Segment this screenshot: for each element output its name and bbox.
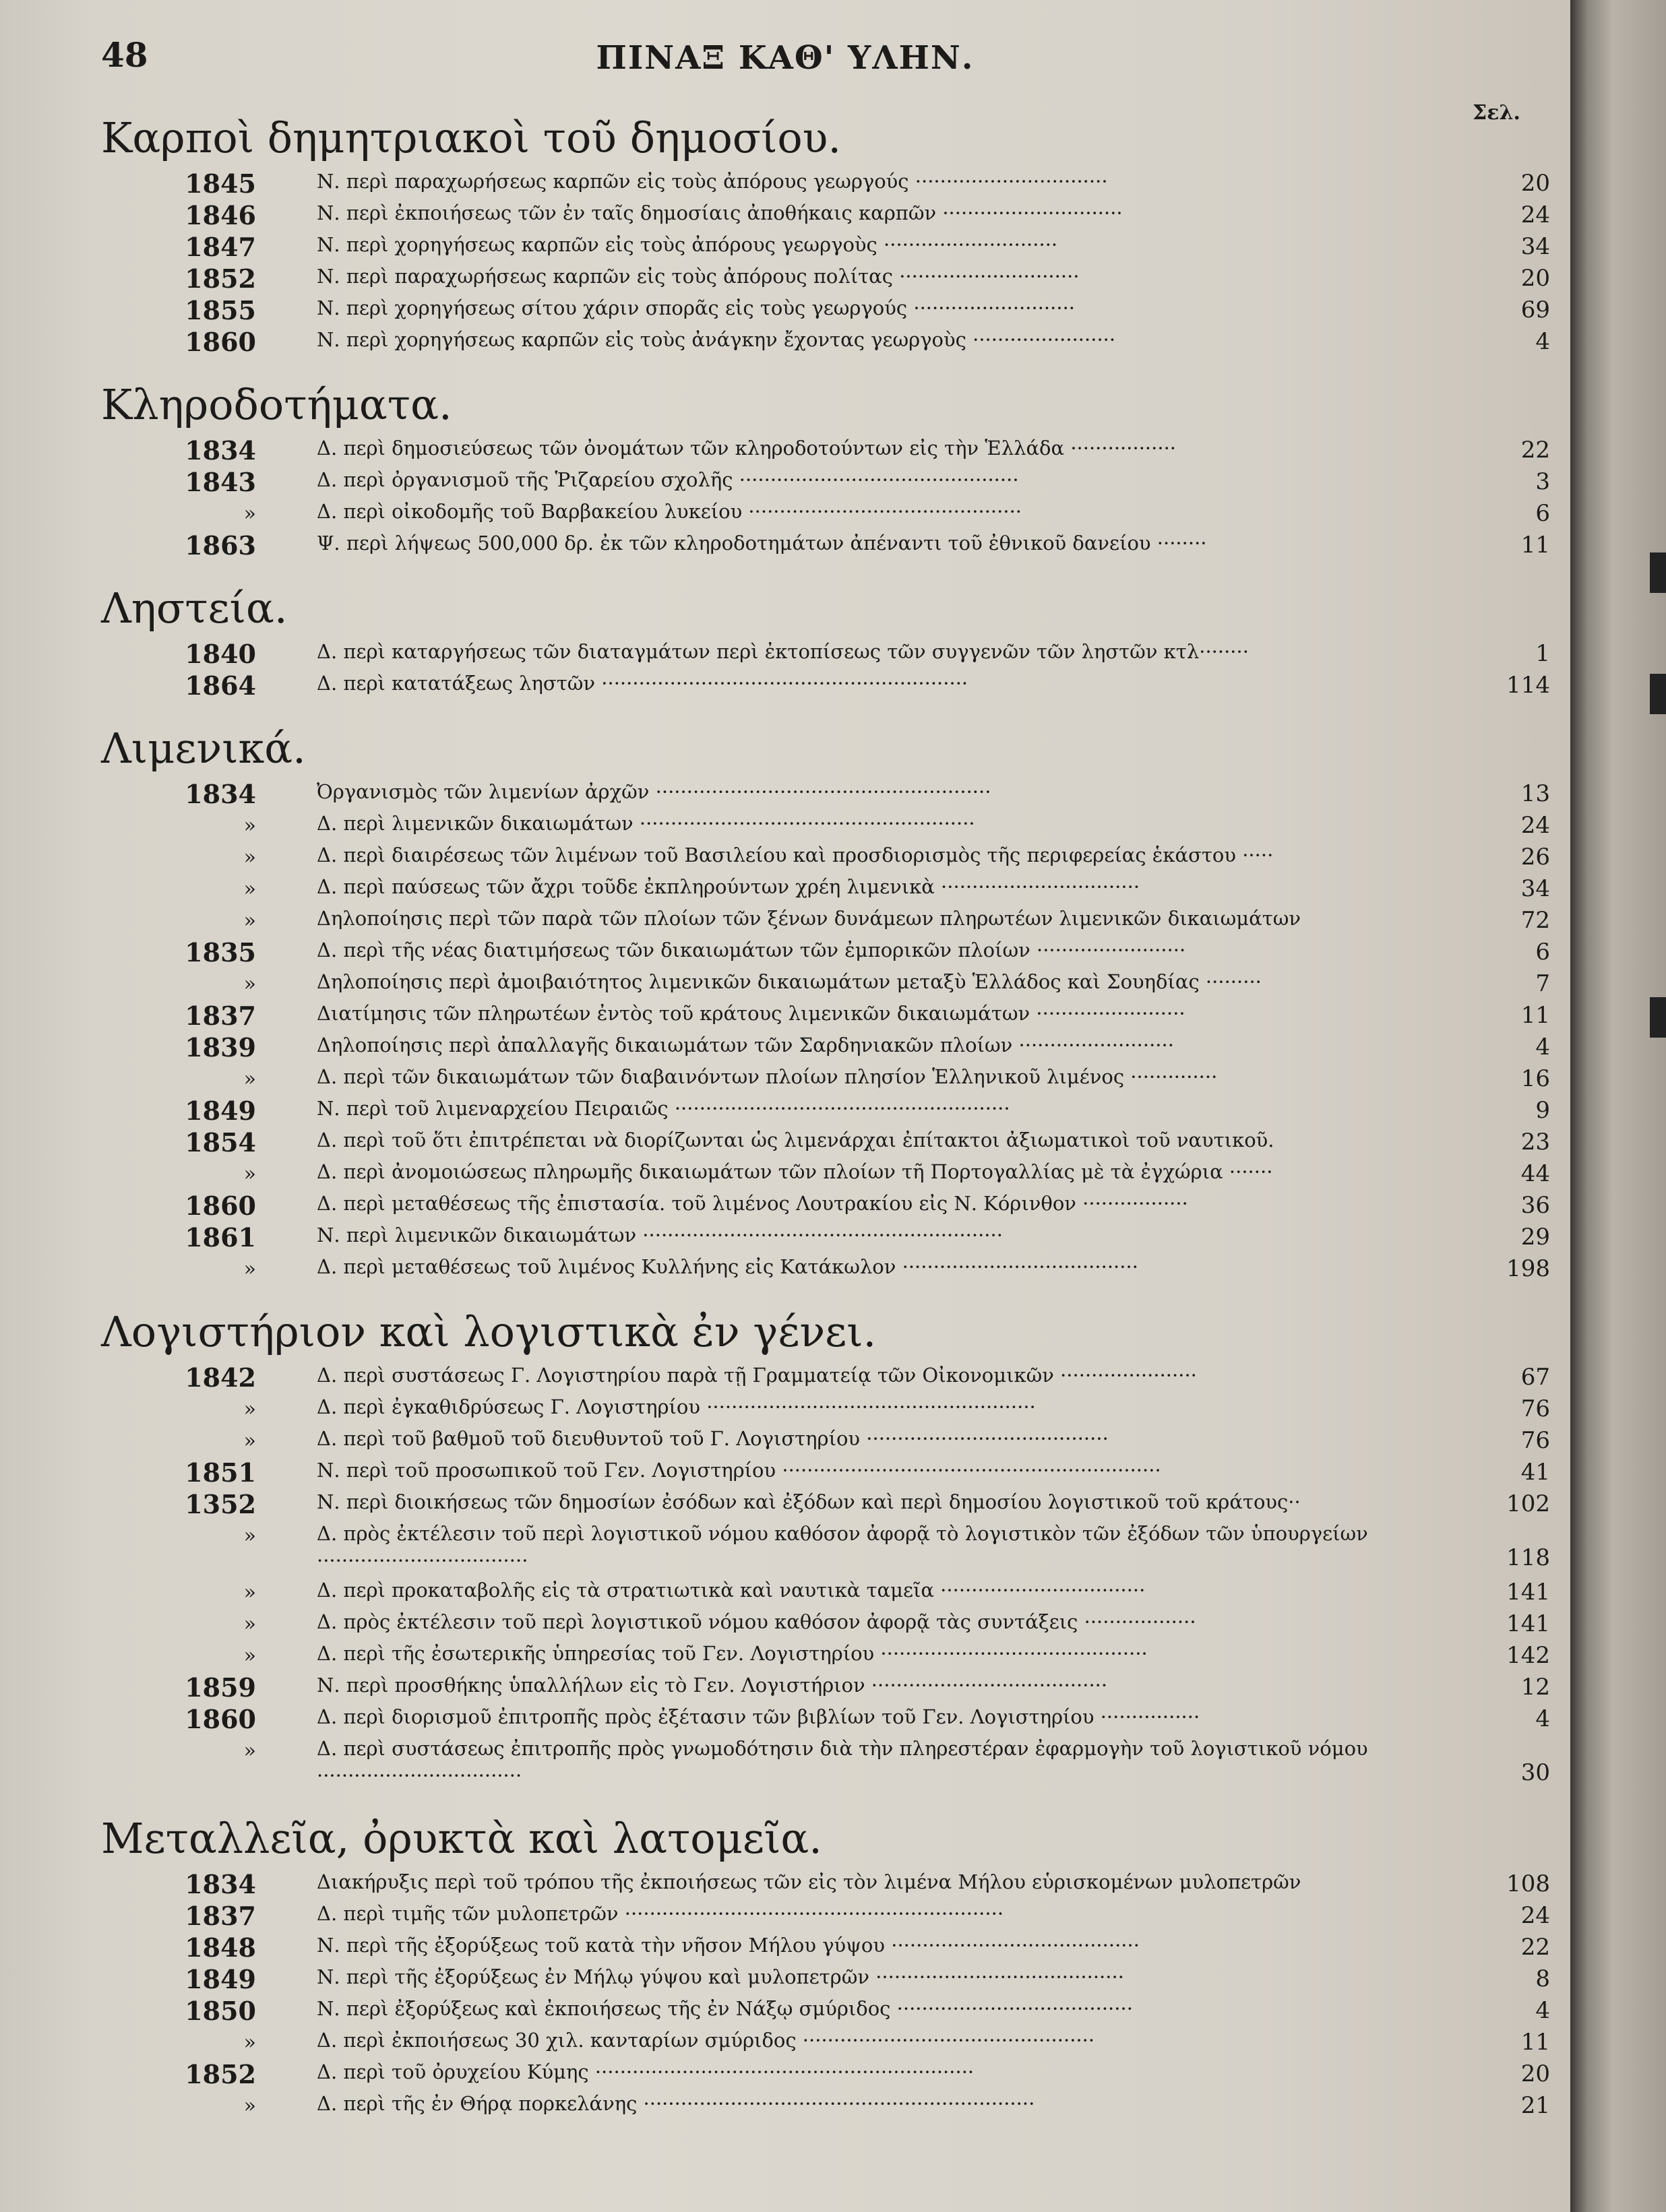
index-entry: [101, 1672, 1550, 1703]
entry-year: 1837: [185, 1001, 256, 1031]
section-heading: Λογιστήριον καὶ λογιστικὰ ἐν γένει.: [101, 1307, 877, 1356]
entry-page-number: 12: [1520, 1674, 1550, 1701]
section-heading: Καρποὶ δημητριακοὶ τοῦ δημοσίου.: [101, 113, 842, 162]
entry-year: »: [243, 1429, 256, 1453]
index-entry: [101, 1000, 1550, 1032]
entry-page-number: 141: [1506, 1610, 1550, 1637]
entry-page-number: 118: [1506, 1544, 1550, 1571]
index-entry: [101, 1868, 1550, 1900]
section-heading: Ληστεία.: [101, 583, 288, 633]
entry-page-number: 67: [1520, 1364, 1550, 1391]
entry-description: Ν. περὶ λιμενικῶν δικαιωμάτων ··························································: [317, 1224, 1003, 1246]
index-entry: [101, 1457, 1550, 1488]
index-entry: [101, 1735, 1550, 1792]
entry-page-number: 114: [1506, 672, 1550, 699]
entry-year: »: [243, 1612, 256, 1636]
running-head: ΠΙΝΑΞ ΚΑΘ' ΥΛΗΝ.: [596, 39, 975, 77]
entry-page-number: 142: [1506, 1642, 1550, 1669]
entry-description: Δ. περὶ μεταθέσεως τοῦ λιμένος Κυλλήνης εἰς Κατάκωλον ······································: [317, 1255, 1138, 1278]
entry-year: »: [243, 814, 256, 838]
index-entry: [101, 231, 1550, 263]
entry-page-number: 13: [1520, 780, 1550, 807]
entry-description: Ν. περὶ παραχωρήσεως καρπῶν εἰς τοὺς ἀπόρους πολίτας ·····························: [317, 265, 1080, 288]
entry-year: 1352: [185, 1489, 256, 1519]
entry-year: 1843: [185, 467, 256, 497]
entry-description: Δ. περὶ κατατάξεως ληστῶν ···························································: [317, 672, 968, 695]
page-column-heading: Σελ.: [1473, 101, 1520, 125]
entry-year: »: [243, 846, 256, 869]
entry-year: 1846: [185, 200, 256, 230]
entry-description: Ν. περὶ ἐκποιήσεως τῶν ἐν ταῖς δημοσίαις ἀποθήκαις καρπῶν ·····························: [317, 201, 1123, 224]
entry-page-number: 76: [1520, 1395, 1550, 1422]
entry-page-number: 6: [1535, 939, 1550, 966]
entry-page-number: 6: [1535, 500, 1550, 527]
entry-page-number: 11: [1520, 1002, 1550, 1029]
entry-year: 1834: [185, 1869, 256, 1899]
entry-year: 1861: [185, 1222, 256, 1253]
entry-year: »: [243, 1162, 256, 1186]
index-entry: [101, 199, 1550, 231]
entry-year: 1860: [185, 327, 256, 357]
index-entry: [101, 1253, 1550, 1285]
entry-description: Δ. περὶ τῆς ἐν Θήρᾳ πορκελάνης ·······························································: [317, 2092, 1035, 2115]
index-entry: [101, 1488, 1550, 1520]
entry-description: Ψ. περὶ λήψεως 500,000 δρ. ἐκ τῶν κληροδοτημάτων ἀπέναντι τοῦ ἐθνικοῦ δανείου ········: [317, 532, 1207, 555]
entry-description: Διατίμησις τῶν πληρωτέων ἐντὸς τοῦ κράτους λιμενικῶν δικαιωμάτων ························: [317, 1002, 1185, 1025]
entry-page-number: 4: [1535, 328, 1550, 355]
entry-page-number: 36: [1520, 1192, 1550, 1219]
entry-year: 1848: [185, 1932, 256, 1963]
index-entry: [101, 1520, 1550, 1577]
adjacent-page-mark: [1650, 674, 1666, 714]
index-entry: [101, 294, 1550, 326]
entry-year: »: [243, 877, 256, 901]
entry-year: »: [243, 972, 256, 996]
index-entry: [101, 1608, 1550, 1640]
entry-page-number: 34: [1520, 875, 1550, 902]
entry-year: 1852: [185, 263, 256, 294]
index-entry: [101, 1932, 1550, 1963]
entry-page-number: 69: [1520, 296, 1550, 323]
entry-page-number: 76: [1520, 1427, 1550, 1454]
entry-description: Δ. περὶ τοῦ βαθμοῦ τοῦ διευθυντοῦ τοῦ Γ. Λογιστηρίου ·······································: [317, 1427, 1109, 1450]
entry-year: 1854: [185, 1127, 256, 1158]
entry-year: 1840: [185, 639, 256, 669]
entry-page-number: 21: [1520, 2092, 1550, 2119]
index-entry: [101, 168, 1550, 199]
entry-year: 1863: [185, 530, 256, 561]
entry-page-number: 72: [1520, 907, 1550, 934]
index-entry: [101, 498, 1550, 530]
entry-year: 1835: [185, 937, 256, 968]
entry-year: 1849: [185, 1096, 256, 1126]
section-heading: Λιμενικά.: [101, 724, 306, 773]
entry-page-number: 24: [1520, 201, 1550, 228]
entry-page-number: 23: [1520, 1129, 1550, 1156]
index-entry: [101, 435, 1550, 466]
index-entry: [101, 1032, 1550, 1063]
entry-description: Δ. περὶ συστάσεως ἐπιτροπῆς πρὸς γνωμοδότησιν διὰ τὴν πληρεστέραν ἐφαρμογὴν τοῦ λογιστικοῦ νόμου ·································: [317, 1737, 1368, 1787]
index-entry: [101, 1222, 1550, 1253]
index-entry: [101, 1995, 1550, 2027]
entry-description: Δ. περὶ οἰκοδομῆς τοῦ Βαρβακείου λυκείου ············································: [317, 500, 1022, 523]
entry-page-number: 22: [1520, 437, 1550, 464]
index-entry: [101, 1900, 1550, 1932]
entry-description: Δ. περὶ τῆς νέας διατιμήσεως τῶν δικαιωμάτων τῶν ἐμπορικῶν πλοίων ························: [317, 939, 1186, 961]
entry-year: 1849: [185, 1964, 256, 1994]
entry-description: Δηλοποίησις περὶ ἀπαλλαγῆς δικαιωμάτων τῶν Σαρδηνιακῶν πλοίων ·························: [317, 1034, 1174, 1056]
entry-description: Δ. περὶ ὀργανισμοῦ τῆς Ῥιζαρείου σχολῆς ·············································: [317, 468, 1019, 491]
entry-year: »: [243, 1397, 256, 1421]
entry-year: 1837: [185, 1901, 256, 1931]
entry-page-number: 4: [1535, 1034, 1550, 1061]
section-heading: Κληροδοτήματα.: [101, 380, 452, 429]
book-spine: [1570, 0, 1666, 2212]
entry-year: »: [243, 2031, 256, 2054]
entry-page-number: 44: [1520, 1160, 1550, 1187]
entry-description: Δ. περὶ διαιρέσεως τῶν λιμένων τοῦ Βασιλείου καὶ προσδιορισμὸς τῆς περιφερείας ἑκάστου ·····: [317, 844, 1274, 866]
index-entry: [101, 638, 1550, 670]
entry-year: 1845: [185, 168, 256, 199]
entry-year: 1860: [185, 1704, 256, 1734]
entry-page-number: 7: [1535, 970, 1550, 997]
entry-page-number: 26: [1520, 844, 1550, 871]
entry-page-number: 34: [1520, 233, 1550, 260]
entry-page-number: 102: [1506, 1490, 1550, 1517]
entry-year: »: [243, 2094, 256, 2118]
entry-description: Ν. περὶ διοικήσεως τῶν δημοσίων ἐσόδων καὶ ἐξόδων καὶ περὶ δημοσίου λογιστικοῦ τοῦ κράτους··: [317, 1490, 1301, 1513]
entry-description: Δ. περὶ τῆς ἐσωτερικῆς ὑπηρεσίας τοῦ Γεν. Λογιστηρίου ···········································: [317, 1642, 1148, 1665]
entry-year: 1834: [185, 779, 256, 809]
entry-year: 1850: [185, 1996, 256, 2026]
entry-page-number: 41: [1520, 1459, 1550, 1486]
entry-year: 1842: [185, 1362, 256, 1393]
index-entry: [101, 1095, 1550, 1127]
entry-year: »: [243, 1524, 256, 1548]
index-entry: [101, 842, 1550, 873]
index-entry: [101, 2058, 1550, 2090]
entry-page-number: 3: [1535, 468, 1550, 495]
entry-description: Δ. περὶ ἐγκαθιδρύσεως Γ. Λογιστηρίου ·····················································: [317, 1395, 1036, 1418]
entry-page-number: 29: [1520, 1224, 1550, 1251]
index-entry: [101, 1158, 1550, 1190]
entry-description: Δ. περὶ μεταθέσεως τῆς ἐπιστασία. τοῦ λιμένος Λουτρακίου εἰς Ν. Κόρινθον ·················: [317, 1192, 1188, 1215]
index-entry: [101, 1190, 1550, 1222]
entry-year: »: [243, 909, 256, 933]
entry-page-number: 20: [1520, 2060, 1550, 2087]
entry-description: Δ. περὶ τοῦ ὀρυχείου Κύμης ·····························································: [317, 2060, 975, 2083]
entry-year: 1839: [185, 1032, 256, 1063]
index-entry: [101, 263, 1550, 294]
index-entry: [101, 530, 1550, 561]
entry-description: Δ. περὶ διορισμοῦ ἐπιτροπῆς πρὸς ἐξέτασιν τῶν βιβλίων τοῦ Γεν. Λογιστηρίου ················: [317, 1705, 1200, 1728]
entry-page-number: 141: [1506, 1579, 1550, 1606]
entry-description: Δηλοποίησις περὶ τῶν παρὰ τῶν πλοίων τῶν ξένων δυνάμεων πληρωτέων λιμενικῶν δικαιωμάτων: [317, 907, 1301, 930]
entry-description: Ν. περὶ προσθήκης ὑπαλλήλων εἰς τὸ Γεν. Λογιστήριον ······································: [317, 1674, 1108, 1697]
entry-page-number: 11: [1520, 2029, 1550, 2056]
entry-page-number: 30: [1520, 1759, 1550, 1786]
entry-description: Ὀργανισμὸς τῶν λιμενίων ἀρχῶν ······················································: [317, 780, 991, 803]
entry-description: Ν. περὶ παραχωρήσεως καρπῶν εἰς τοὺς ἀπόρους γεωργούς ·······························: [317, 170, 1108, 193]
index-entry: [101, 1425, 1550, 1457]
index-entry: [101, 1063, 1550, 1095]
entry-year: 1859: [185, 1672, 256, 1703]
entry-description: Δηλοποίησις περὶ ἀμοιβαιότητος λιμενικῶν δικαιωμάτων μεταξὺ Ἑλλάδος καὶ Σουηδίας ·········: [317, 970, 1262, 993]
index-entry: [101, 2027, 1550, 2058]
entry-description: Δ. περὶ ἀνομοιώσεως πληρωμῆς δικαιωμάτων τῶν πλοίων τῆ Πορτογαλλίας μὲ τὰ ἐγχώρια ·······: [317, 1160, 1273, 1183]
index-entry: [101, 1362, 1550, 1393]
entry-page-number: 4: [1535, 1705, 1550, 1732]
index-entry: [101, 937, 1550, 968]
index-entry: [101, 466, 1550, 498]
index-entry: [101, 905, 1550, 937]
entry-description: Ν. περὶ χορηγήσεως καρπῶν εἰς τοὺς ἀπόρους γεωργοὺς ····························: [317, 233, 1058, 256]
entry-page-number: 198: [1506, 1255, 1550, 1282]
index-entry: [101, 1127, 1550, 1158]
entry-year: »: [243, 1257, 256, 1281]
entry-description: Δ. περὶ τοῦ ὅτι ἐπιτρέπεται νὰ διορίζωνται ὡς λιμενάρχαι ἐπίτακτοι ἀξιωματικοὶ τοῦ ναυτικοῦ.: [317, 1129, 1274, 1151]
entry-description: Δ. περὶ προκαταβολῆς εἰς τὰ στρατιωτικὰ καὶ ναυτικὰ ταμεῖα ·································: [317, 1579, 1146, 1602]
entry-description: Δ. πρὸς ἐκτέλεσιν τοῦ περὶ λογιστικοῦ νόμου καθόσον ἀφορᾷ τὰς συντάξεις ··················: [317, 1610, 1196, 1633]
entry-description: Ν. περὶ τῆς ἐξορύξεως τοῦ κατὰ τὴν νῆσον Μήλου γύψου ········································: [317, 1934, 1140, 1957]
index-entry: [101, 873, 1550, 905]
index-entry: [101, 326, 1550, 358]
entry-description: Δ. περὶ τῶν δικαιωμάτων τῶν διαβαινόντων πλοίων πλησίον Ἑλληνικοῦ λιμένος ··············: [317, 1065, 1218, 1088]
entry-year: 1852: [185, 2059, 256, 2089]
entry-page-number: 24: [1520, 1902, 1550, 1929]
entry-description: Δ. περὶ τιμῆς τῶν μυλοπετρῶν ·····························································: [317, 1902, 1004, 1925]
entry-description: Δ. περὶ ἐκποιήσεως 30 χιλ. κανταρίων σμύριδος ···············································: [317, 2029, 1095, 2052]
index-entry: [101, 1577, 1550, 1608]
entry-page-number: 1: [1535, 640, 1550, 667]
entry-year: 1860: [185, 1191, 256, 1221]
entry-description: Δ. περὶ συστάσεως Γ. Λογιστηρίου παρὰ τῇ Γραμματείᾳ τῶν Οἰκονομικῶν ······················: [317, 1364, 1197, 1387]
entry-year: »: [243, 1581, 256, 1604]
entry-description: Ν. περὶ χορηγήσεως καρπῶν εἰς τοὺς ἀνάγκην ἔχοντας γεωργοὺς ·······················: [317, 328, 1116, 351]
entry-year: 1855: [185, 295, 256, 325]
entry-page-number: 22: [1520, 1934, 1550, 1961]
entry-year: »: [243, 1067, 256, 1091]
entry-year: 1851: [185, 1457, 256, 1488]
index-entry: [101, 2090, 1550, 2122]
entry-year: »: [243, 1739, 256, 1763]
entry-page-number: 24: [1520, 812, 1550, 839]
adjacent-page-mark: [1650, 552, 1666, 593]
index-entry: [101, 670, 1550, 701]
index-entry: [101, 1393, 1550, 1425]
entry-description: Διακήρυξις περὶ τοῦ τρόπου τῆς ἐκποιήσεως τῶν εἰς τὸν λιμένα Μήλου εὑρισκομένων μυλοπετρῶν: [317, 1870, 1301, 1893]
entry-page-number: 9: [1535, 1097, 1550, 1124]
index-entry: [101, 1963, 1550, 1995]
index-entry: [101, 1640, 1550, 1672]
entry-description: Δ. περὶ δημοσιεύσεως τῶν ὀνομάτων τῶν κληροδοτούντων εἰς τὴν Ἑλλάδα ·················: [317, 437, 1177, 460]
entry-page-number: 108: [1506, 1870, 1550, 1897]
index-entry: [101, 810, 1550, 842]
index-entry: [101, 968, 1550, 1000]
entry-description: Ν. περὶ τῆς ἐξορύξεως ἐν Μήλῳ γύψου καὶ μυλοπετρῶν ········································: [317, 1965, 1124, 1988]
entry-description: Ν. περὶ τοῦ προσωπικοῦ τοῦ Γεν. Λογιστηρίου ·····························································: [317, 1459, 1161, 1482]
index-entry: [101, 778, 1550, 810]
entry-page-number: 11: [1520, 532, 1550, 559]
entry-description: Ν. περὶ τοῦ λιμεναρχείου Πειραιῶς ······················································: [317, 1097, 1010, 1120]
entry-description: Ν. περὶ χορηγήσεως σίτου χάριν σπορᾶς εἰς τοὺς γεωργούς ··························: [317, 296, 1076, 319]
entry-description: Δ. πρὸς ἐκτέλεσιν τοῦ περὶ λογιστικοῦ νόμου καθόσον ἀφορᾷ τὸ λογιστικὸν τῶν ἐξόδων τῶν ὑπουργείων ··································: [317, 1522, 1368, 1572]
entry-page-number: 8: [1535, 1965, 1550, 1992]
entry-year: 1834: [185, 435, 256, 466]
entry-page-number: 16: [1520, 1065, 1550, 1092]
entry-year: »: [243, 1644, 256, 1668]
page-number: 48: [101, 35, 148, 75]
index-entry: [101, 1703, 1550, 1735]
entry-description: Δ. περὶ καταργήσεως τῶν διαταγμάτων περὶ ἐκτοπίσεως τῶν συγγενῶν τῶν ληστῶν κτλ········: [317, 640, 1249, 663]
entry-description: Ν. περὶ ἐξορύξεως καὶ ἐκποιήσεως τῆς ἐν Νάξῳ σμύριδος ······································: [317, 1997, 1133, 2020]
entry-page-number: 20: [1520, 170, 1550, 197]
entry-year: 1847: [185, 232, 256, 262]
entry-description: Δ. περὶ παύσεως τῶν ἄχρι τοῦδε ἐκπληρούντων χρέη λιμενικὰ ································: [317, 875, 1140, 898]
index-sections: [101, 111, 1550, 2122]
adjacent-page-mark: [1650, 997, 1666, 1038]
entry-year: 1864: [185, 670, 256, 701]
entry-page-number: 20: [1520, 265, 1550, 292]
entry-description: Δ. περὶ λιμενικῶν δικαιωμάτων ······················································: [317, 812, 975, 835]
entry-year: »: [243, 502, 256, 526]
entry-page-number: 4: [1535, 1997, 1550, 2024]
section-heading: Μεταλλεῖα, ὀρυκτὰ καὶ λατομεῖα.: [101, 1814, 822, 1863]
